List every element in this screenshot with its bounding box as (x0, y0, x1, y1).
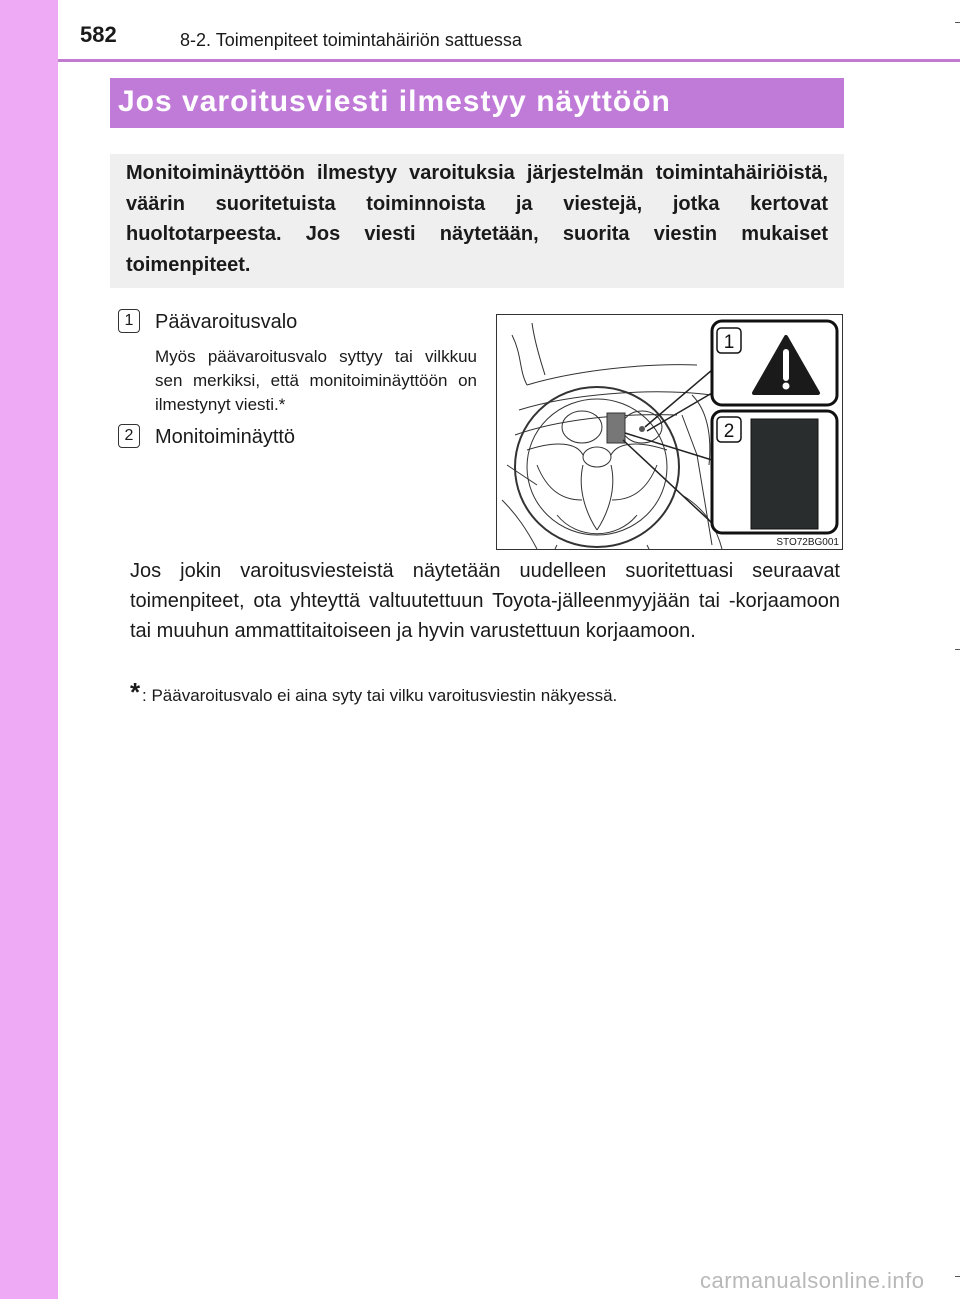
header-rule (58, 59, 960, 62)
watermark: carmanualsonline.info (700, 1268, 925, 1293)
multi-display-screen (751, 419, 818, 529)
crop-mark (955, 22, 960, 23)
chapter-header: 8-2. Toimenpiteet toimintahäiriön sattuessa (180, 30, 522, 50)
dashboard-figure (496, 314, 843, 550)
page-number: 582 (80, 22, 117, 47)
footnote-marker: * (130, 677, 141, 707)
intro-box (110, 154, 844, 288)
item-title-1: Päävaroitusvalo (155, 311, 298, 333)
intro-text: Monitoiminäyttöön ilmestyy varoituksia järjestelmän toimintahäiriöistä, väärin suoritetuista toiminnoista ja viestejä, jotka kertovat huoltotarpeesta. Jos viesti näytetään, suorita viestin mukaiset toimenpiteet. (126, 162, 828, 276)
item-number-badge-2: 2 (118, 424, 140, 448)
section-title: Jos varoitusviesti ilmestyy näyttöön (118, 85, 671, 118)
dashboard-illustration (497, 315, 842, 549)
item-description-1: Myös päävaroitusvalo syttyy tai vilkkuu sen merkiksi, että monitoiminäyttöön on ilmestynyt viesti.* (155, 347, 477, 414)
figure-callout-1: 1 (723, 332, 735, 353)
footnote-text: : Päävaroitusvalo ei aina syty tai vilku varoitusviestin näkyessä. (142, 686, 618, 705)
crop-mark (955, 649, 960, 650)
crop-mark (955, 1276, 960, 1277)
item-title-2: Monitoiminäyttö (155, 426, 296, 448)
figure-code: STO72BG001 (776, 537, 839, 548)
section-title-bar (110, 78, 844, 128)
body-paragraph: Jos jokin varoitusviesteistä näytetään uudelleen suoritettuasi seuraavat toimenpiteet, ota yhteyttä valtuutettuun Toyota-jälleenmyyjään tai -korjaamoon tai muuhun ammattitaitoiseen ja hyvin varustettuun korjaamoon. (130, 560, 840, 642)
figure-callout-2: 2 (723, 421, 735, 442)
side-tab-strip (0, 0, 58, 1299)
item-number-badge-1: 1 (118, 309, 140, 333)
